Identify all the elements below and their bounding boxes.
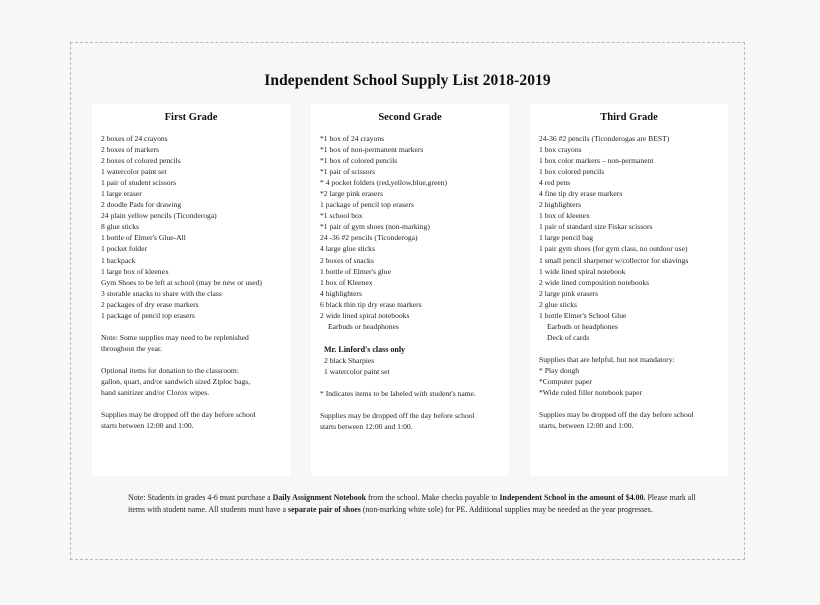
- supply-item: 1 small pencil sharpener w/collector for shavings: [539, 255, 689, 265]
- supply-item: 2 large pink erasers: [539, 288, 599, 298]
- supply-item: 2 boxes of snacks: [320, 255, 374, 265]
- supply-item: Earbuds or headphones: [328, 321, 399, 331]
- note-emphasis: Daily Assignment Notebook: [272, 493, 367, 502]
- supply-item: *1 school box: [320, 211, 363, 221]
- supply-item: 2 wide lined spiral notebooks: [320, 310, 410, 320]
- sub-section-second: [320, 345, 500, 377]
- supply-item: 1 box color markers – non-permanent: [539, 156, 654, 166]
- note-block: [101, 409, 281, 431]
- supply-item: 1 box of kleenex: [539, 211, 590, 221]
- note-line: * Play dough: [539, 365, 580, 375]
- note-line: Note: Some supplies may need to be replenished: [101, 332, 249, 342]
- supply-item: 1 box colored pencils: [539, 167, 605, 177]
- page-title: Independent School Supply List 2018-2019: [264, 72, 551, 89]
- supply-item: *2 large pink erasers: [320, 189, 383, 199]
- supply-item: Deck of cards: [547, 332, 590, 342]
- grade-heading: Third Grade: [600, 112, 658, 123]
- supply-item: 24 -36 #2 pencils (Ticonderoga): [320, 233, 418, 243]
- note-text: Note: Students in grades 4-6 must purchase a: [128, 493, 273, 502]
- supply-item: 1 pocket folder: [101, 244, 147, 254]
- supply-item: 2 boxes of 24 crayons: [101, 134, 168, 143]
- supply-item: 24 plain yellow pencils (Ticonderoga): [101, 211, 217, 221]
- notes-third: [539, 354, 719, 431]
- note-line: *Computer paper: [539, 376, 592, 386]
- supply-item: 1 bottle Elmer's School Glue: [539, 310, 627, 320]
- grade-card-second: [311, 104, 509, 476]
- note-text: Please mark all items with student name. All students must have a: [128, 493, 696, 514]
- supply-list-third: [539, 133, 719, 343]
- note-line: Supplies may be dropped off the day before school: [539, 410, 694, 420]
- note-line: starts, between 12:00 and 1:00.: [539, 421, 634, 431]
- note-line: Supplies that are helpful, but not mandatory:: [539, 354, 675, 364]
- sub-section-list: [320, 355, 500, 377]
- supply-item: 1 wide lined spiral notebook: [539, 266, 626, 276]
- supply-item: 1 bottle of Elmer's glue: [320, 266, 391, 276]
- note-emphasis: Independent School in the amount of $4.00.: [499, 493, 646, 502]
- supply-item: 2 black Sharpies: [324, 355, 375, 365]
- supply-item: 1 watercolor paint set: [101, 167, 167, 177]
- supply-item: 1 pair gym shoes (for gym class, no outdoor use): [539, 244, 688, 254]
- supply-item: 2 wide lined composition notebooks: [539, 277, 650, 287]
- note-line: throughout the year.: [101, 343, 162, 353]
- supply-item: *1 box of 24 crayons: [320, 134, 385, 143]
- supply-item: 3 storable snacks to share with the class: [101, 288, 222, 298]
- supply-item: *1 box of non-permanent markers: [320, 145, 424, 155]
- supply-item: 2 highlighters: [539, 200, 581, 210]
- supply-item: 1 backpack: [101, 255, 136, 265]
- supply-item: *1 pair of gym shoes (non-marking): [320, 222, 430, 232]
- note-line: starts between 12:00 and 1:00.: [320, 422, 413, 432]
- note-block: [101, 332, 281, 354]
- supply-item: 1 watercolor paint set: [324, 366, 390, 376]
- supply-item: 1 bottle of Elmer's Glue-All: [101, 233, 186, 243]
- grade-card-first: [92, 104, 290, 476]
- supply-item: 2 packages of dry erase markers: [101, 299, 199, 309]
- supply-item: 1 large pencil bag: [539, 233, 594, 243]
- supply-item: 2 boxes of markers: [101, 145, 159, 155]
- supply-item: 6 black thin tip dry erase markers: [320, 299, 422, 309]
- supply-item: 1 pair of standard size Fiskar scissors: [539, 222, 653, 232]
- supply-item: *1 pair of scissors: [320, 167, 376, 177]
- supply-item: 1 box of Kleenex: [320, 277, 373, 287]
- grade-heading: First Grade: [164, 112, 218, 123]
- note-line: Optional items for donation to the classroom:: [101, 365, 239, 375]
- grade-card-third: [530, 104, 728, 476]
- note-line: starts between 12:00 and 1:00.: [101, 421, 194, 431]
- supply-item: Earbuds or headphones: [547, 321, 618, 331]
- note-line: Supplies may be dropped off the day before school: [320, 410, 475, 420]
- supply-item: *1 box of colored pencils: [320, 156, 398, 166]
- notes-first: [101, 332, 281, 431]
- note-line: * Indicates items to be labeled with student's name.: [320, 388, 476, 398]
- supply-item: 4 large glue sticks: [320, 244, 375, 254]
- supply-item: 4 highlighters: [320, 288, 362, 298]
- note-line: *Wide ruled filler notebook paper: [539, 388, 643, 398]
- supply-item: 4 red pens: [539, 178, 571, 188]
- supply-item: 1 box crayons: [539, 145, 582, 155]
- note-block: [320, 410, 500, 432]
- note-text: from the school. Make checks payable to: [366, 493, 500, 502]
- note-emphasis: separate pair of shoes: [288, 504, 361, 514]
- supply-item: 2 doodle Pads for drawing: [101, 200, 182, 210]
- note-line: Supplies may be dropped off the day before school: [101, 410, 256, 420]
- note-block: [101, 365, 281, 398]
- supply-item: 1 pair of student scissors: [101, 178, 177, 188]
- note-block: [539, 354, 719, 398]
- note-line: gallon, quart, and/or sandwich sized Ziploc bags,: [101, 376, 251, 386]
- supply-item: 8 glue sticks: [101, 222, 139, 232]
- note-block: [320, 388, 500, 399]
- note-block: [539, 409, 719, 431]
- notes-second: [320, 388, 500, 432]
- note-line: hand sanitizer and/or Clorox wipes.: [101, 387, 210, 397]
- supply-list-first: [101, 133, 281, 321]
- grade-heading: Second Grade: [378, 112, 442, 123]
- supply-item: * 4 pocket folders (red,yellow,blue,green): [320, 178, 448, 188]
- bottom-note: [128, 492, 696, 515]
- sub-section-heading: Mr. Linford's class only: [324, 344, 406, 354]
- grade-columns-container: [92, 104, 728, 476]
- supply-item: 2 glue sticks: [539, 299, 577, 309]
- supply-item: Gym Shoes to be left at school (may be new or used): [101, 277, 262, 287]
- note-text: (non-marking white sole) for PE. Additional supplies may be needed as the year progresses.: [360, 504, 653, 514]
- supply-list-second: [320, 133, 500, 332]
- supply-item: 4 fine tip dry erase markers: [539, 189, 623, 199]
- supply-item: 2 boxes of colored pencils: [101, 156, 181, 166]
- supply-item: 1 large box of kleenex: [101, 266, 169, 276]
- supply-item: 1 package of pencil top erasers: [101, 310, 195, 320]
- supply-item: 24-36 #2 pencils (Ticonderogas are BEST): [539, 134, 670, 143]
- supply-item: 1 package of pencil top erasers: [320, 200, 414, 210]
- supply-item: 1 large eraser: [101, 189, 142, 199]
